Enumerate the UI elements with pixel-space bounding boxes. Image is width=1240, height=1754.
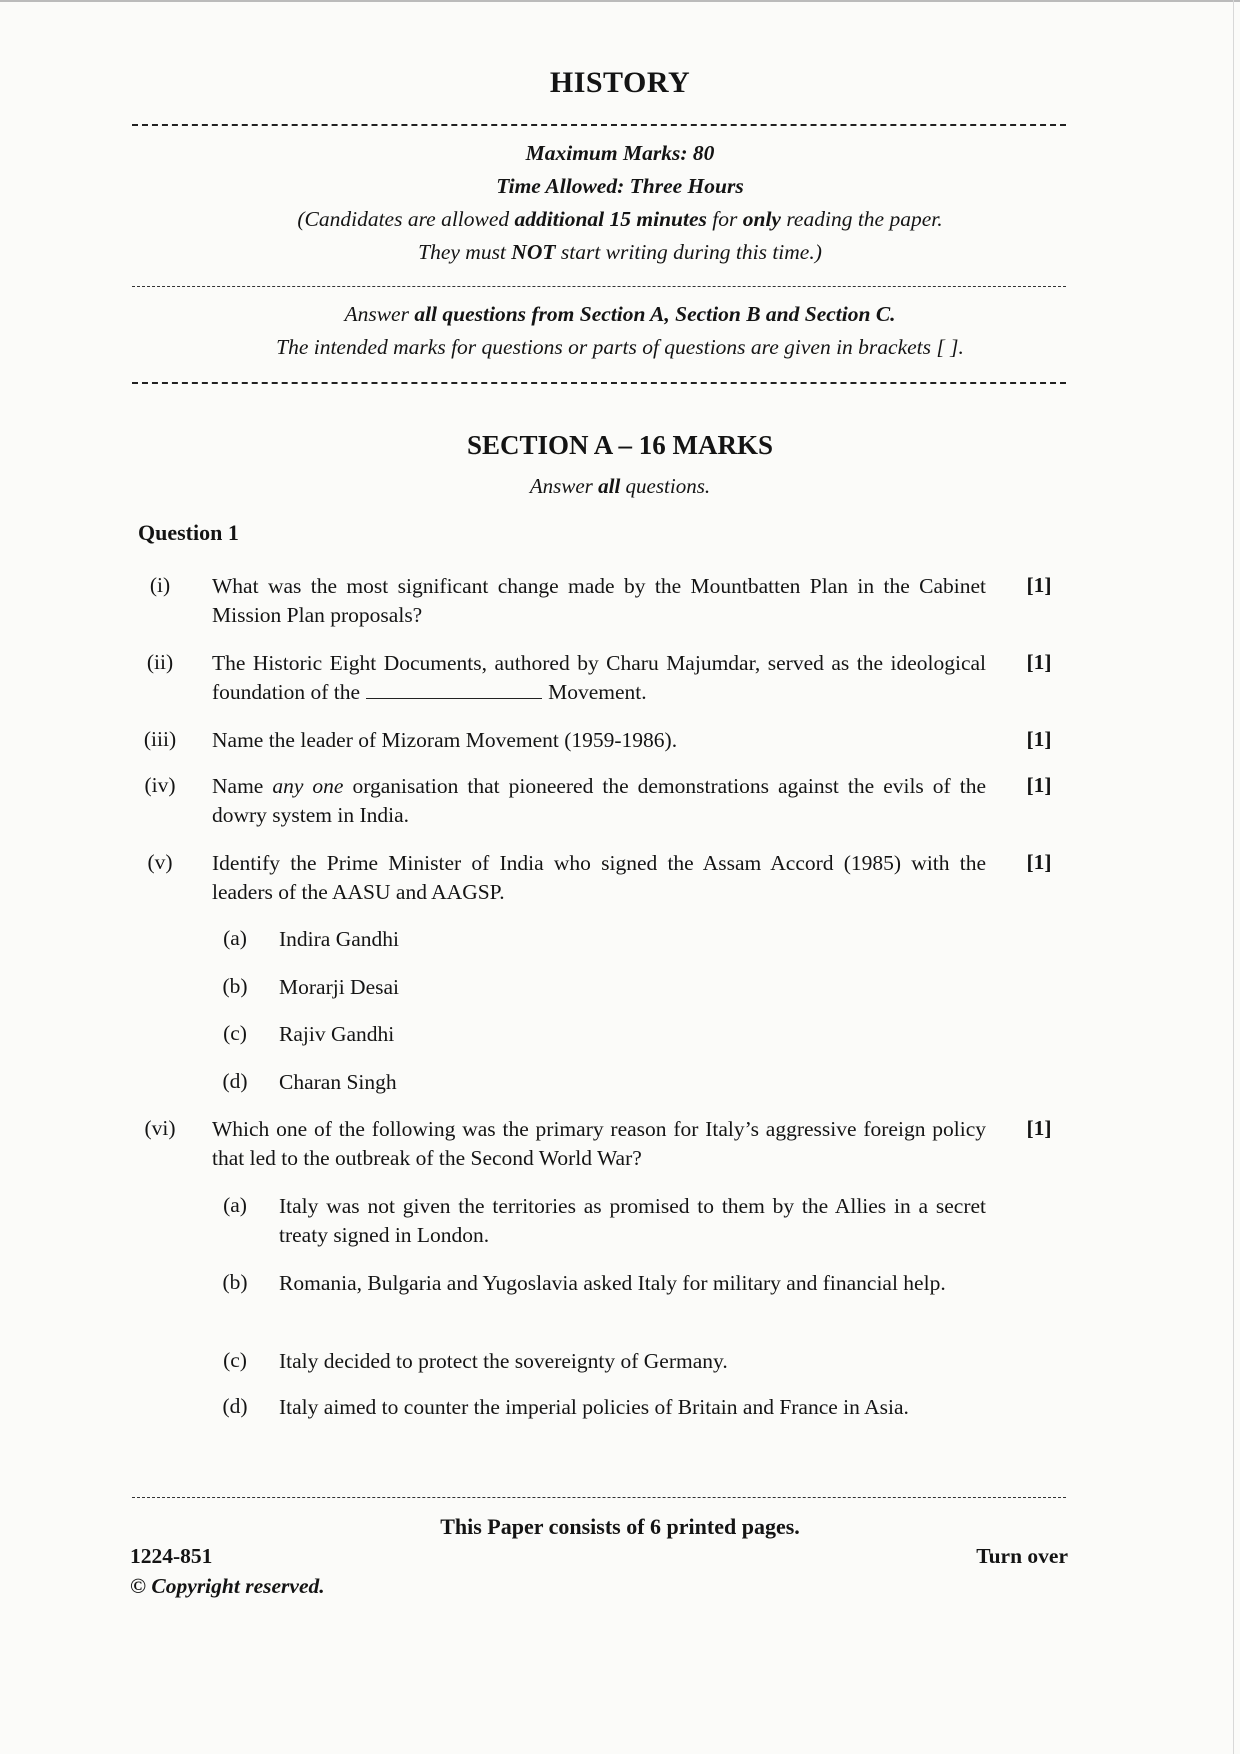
option-text: Italy aimed to counter the imperial policies of Britain and France in Asia. — [279, 1395, 909, 1419]
section-title: SECTION A – 16 MARKS — [466, 430, 774, 460]
item-number: (vi) — [144, 1116, 176, 1140]
note-b3: start writing during this time.) — [555, 240, 822, 264]
section-sub-1: Answer — [529, 474, 599, 498]
option-label: (b) — [222, 1270, 248, 1294]
item-text — [212, 772, 986, 830]
question-heading: Question 1 — [138, 520, 239, 545]
reading-time-note-2 — [0, 240, 1240, 265]
item-text: Name the leader of Mizoram Movement (1959-1986). — [212, 728, 678, 752]
instr-a1: Answer — [344, 302, 415, 326]
option-text: Rajiv Gandhi — [279, 1022, 395, 1046]
item-number: (v) — [147, 850, 173, 874]
divider-top — [132, 124, 1066, 126]
section-sub-3: questions. — [620, 474, 711, 498]
instructions-line-2: The intended marks for questions or parts of questions are given in brackets [ ]. — [276, 335, 964, 359]
divider-middle — [132, 286, 1066, 287]
item-number: (ii) — [146, 650, 174, 674]
item-marks: [1] — [1026, 650, 1052, 674]
note-b2: NOT — [511, 240, 556, 264]
option-text: Charan Singh — [279, 1070, 397, 1094]
item-number: (iii) — [143, 727, 177, 751]
item-text-part-a: The Historic Eight Documents, authored by Charu Majumdar, served as the ideological foundation of the — [212, 651, 986, 704]
section-sub-2: all — [598, 474, 621, 498]
maximum-marks: Maximum Marks: 80 — [525, 141, 715, 165]
item-text-part-b: organisation that pioneered the demonstrations against the evils of the dowry system in India. — [212, 774, 986, 827]
instr-a2: all questions from Section A, Section B and Section C. — [414, 302, 896, 326]
fill-in-blank — [366, 680, 542, 699]
item-marks: [1] — [1026, 573, 1052, 597]
item-text-emphasis: any one — [272, 774, 344, 798]
item-text-part-b: Movement. — [548, 680, 647, 704]
item-text: Identify the Prime Minister of India who signed the Assam Accord (1985) with the leaders of the AASU and AAGSP. — [212, 851, 986, 904]
reading-time-note-1 — [0, 207, 1240, 232]
item-text: Which one of the following was the primary reason for Italy’s aggressive foreign policy that led to the outbreak of the Second World War? — [212, 1117, 986, 1170]
option-text: Romania, Bulgaria and Yugoslavia asked Italy for military and financial help. — [279, 1271, 946, 1295]
note-b1: They must — [418, 240, 512, 264]
option-label: (b) — [222, 974, 248, 998]
turn-over: Turn over — [976, 1544, 1068, 1568]
copyright: © Copyright reserved. — [130, 1574, 325, 1598]
divider-bottom — [132, 382, 1066, 384]
option-label: (a) — [223, 1193, 247, 1217]
paper-code: 1224-851 — [130, 1544, 213, 1568]
footer-divider — [132, 1497, 1066, 1498]
note-a1: (Candidates are allowed — [297, 207, 515, 231]
item-number: (iv) — [144, 773, 176, 797]
option-label: (a) — [223, 926, 247, 950]
note-a5: reading the paper. — [780, 207, 943, 231]
option-text: Italy was not given the territories as promised to them by the Allies in a secret treaty signed in London. — [279, 1194, 986, 1247]
option-text: Italy decided to protect the sovereignty of Germany. — [279, 1349, 728, 1373]
section-subtitle — [0, 474, 1240, 499]
option-text: Indira Gandhi — [279, 927, 400, 951]
item-text: What was the most significant change made by the Mountbatten Plan in the Cabinet Mission Plan proposals? — [212, 574, 986, 627]
item-text — [212, 649, 986, 707]
item-number: (i) — [149, 573, 171, 597]
option-label: (d) — [222, 1394, 248, 1418]
item-marks: [1] — [1026, 850, 1052, 874]
note-a2: additional 15 minutes — [514, 207, 707, 231]
option-label: (c) — [223, 1348, 247, 1372]
option-label: (d) — [222, 1069, 248, 1093]
item-marks: [1] — [1026, 773, 1052, 797]
instructions-line-1 — [0, 302, 1240, 327]
option-text: Morarji Desai — [279, 975, 400, 999]
paper-title: HISTORY — [549, 66, 691, 99]
time-allowed: Time Allowed: Three Hours — [496, 174, 744, 198]
note-a3: for — [706, 207, 743, 231]
page-count-note: This Paper consists of 6 printed pages. — [440, 1514, 800, 1539]
option-label: (c) — [223, 1021, 247, 1045]
item-marks: [1] — [1026, 727, 1052, 751]
item-text-part-a: Name — [212, 774, 273, 798]
note-a4: only — [742, 207, 781, 231]
item-marks: [1] — [1026, 1116, 1052, 1140]
scan-top-edge — [0, 0, 1240, 2]
